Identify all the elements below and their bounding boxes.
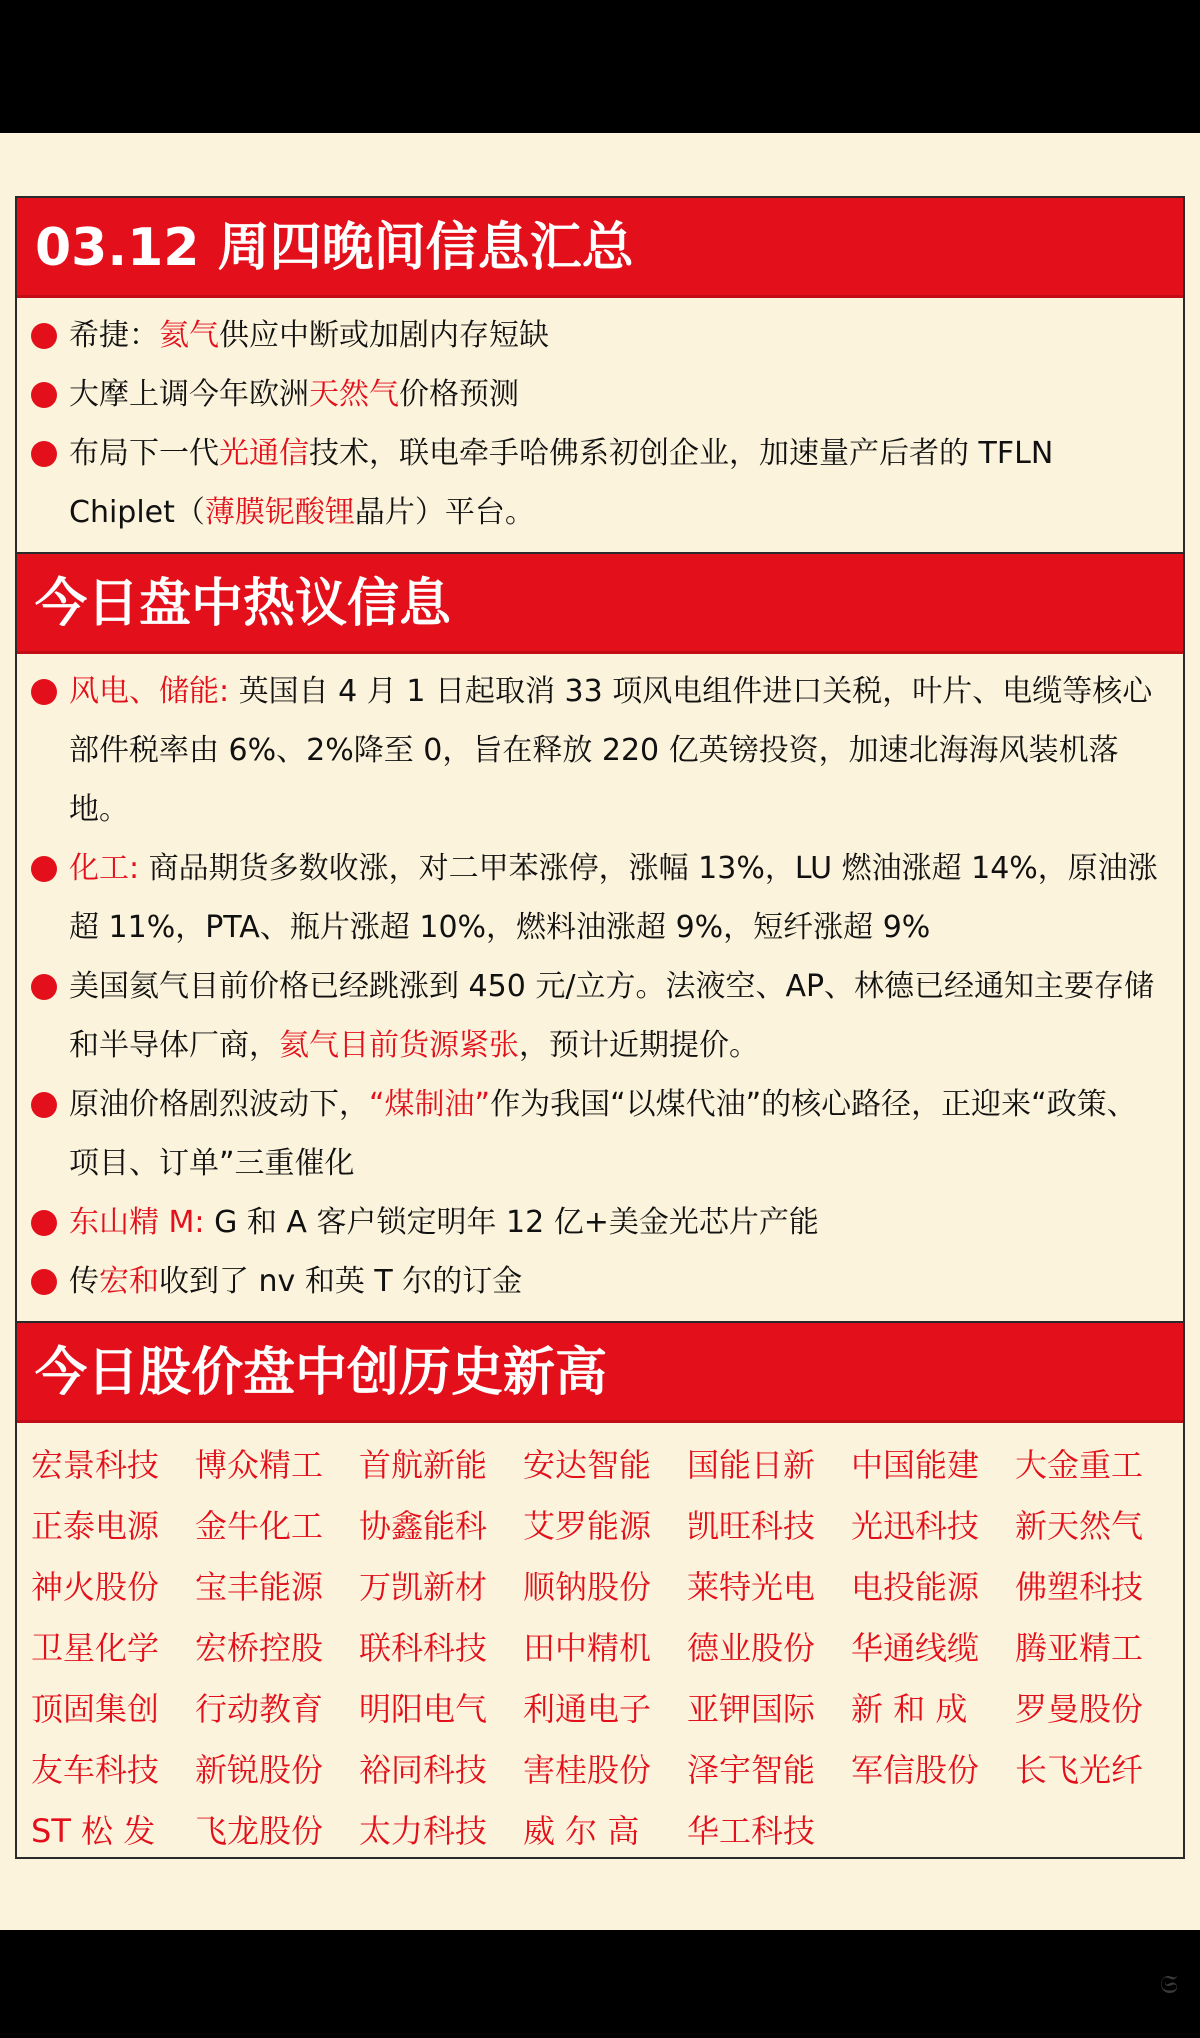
bullet-dot-icon [31, 974, 57, 1000]
item-text: 晶片）平台。 [354, 495, 535, 530]
highlight-text: 东山精 M: [69, 1205, 205, 1240]
item-text: 布局下一代 [69, 436, 219, 471]
list-item [31, 1252, 1165, 1311]
stock-name: 莱特光电 [687, 1568, 816, 1606]
section-title: 今日盘中热议信息 [35, 574, 452, 634]
item-text: 原油价格剧烈波动下， [69, 1087, 369, 1122]
list-item [31, 839, 1165, 957]
bullet-dot-icon [31, 441, 57, 467]
hot-topics-list [17, 654, 1183, 1321]
stock-name: 金牛化工 [195, 1507, 324, 1545]
list-item [31, 1075, 1165, 1193]
highlight-text: 薄膜铌酸锂 [204, 495, 355, 530]
stock-name: 裕同科技 [359, 1751, 488, 1789]
stock-name: 安达智能 [523, 1446, 652, 1484]
list-item [31, 957, 1165, 1075]
list-item [31, 365, 1165, 424]
stock-name: 大金重工 [1015, 1446, 1144, 1484]
bullet-dot-icon [31, 1269, 57, 1295]
item-text: 传 [69, 1264, 99, 1299]
stock-name: 卫星化学 [31, 1629, 160, 1667]
section-header-new-highs [17, 1321, 1183, 1423]
stock-name: 顺钠股份 [523, 1568, 652, 1606]
stock-name: 长飞光纤 [1015, 1751, 1144, 1789]
new-high-stock-grid [17, 1423, 1183, 1859]
item-text: 美国氦气目前价格已经跳涨到 450 元/立方。法液空、AP、林德已经通知主要存储和半导体厂商， [69, 969, 1155, 1063]
stock-name: 太力科技 [359, 1812, 488, 1850]
highlight-text: 氦气目前货源紧张 [279, 1028, 519, 1063]
stock-name: 华工科技 [687, 1812, 816, 1850]
item-text: 收到了 nv 和英 T 尔的订金 [159, 1264, 523, 1299]
highlight-text: 光通信 [219, 436, 309, 471]
stock-name: 友车科技 [31, 1751, 160, 1789]
highlight-text: 天然气 [309, 377, 399, 412]
top-black-bar [0, 0, 1200, 133]
stock-name: 害桂股份 [523, 1751, 652, 1789]
stock-name: 罗曼股份 [1015, 1690, 1144, 1728]
stock-name: 佛塑科技 [1015, 1568, 1144, 1606]
stock-name: 神火股份 [31, 1568, 160, 1606]
stock-name: 华通线缆 [851, 1629, 980, 1667]
highlight-text: 氦气 [159, 318, 219, 353]
section-title: 03.12 周四晚间信息汇总 [35, 218, 634, 278]
section-title: 今日股价盘中创历史新高 [35, 1343, 608, 1403]
highlight-text: 宏和 [99, 1264, 159, 1299]
stock-name: 艾罗能源 [523, 1507, 652, 1545]
bullet-dot-icon [31, 1092, 57, 1118]
stock-name: 德业股份 [687, 1629, 816, 1667]
stock-name: 亚钾国际 [687, 1690, 816, 1728]
bullet-dot-icon [31, 382, 57, 408]
poster-page [0, 133, 1200, 1930]
stock-name: 电投能源 [851, 1568, 980, 1606]
list-item [31, 306, 1165, 365]
stock-name: 国能日新 [687, 1446, 816, 1484]
item-text: 价格预测 [399, 377, 519, 412]
news-card [15, 196, 1185, 1859]
stock-name: 联科科技 [359, 1629, 488, 1667]
item-text: ，预计近期提价。 [519, 1028, 759, 1063]
list-item [31, 1193, 1165, 1252]
section-header-evening-summary [17, 198, 1183, 298]
stock-name: 宏景科技 [31, 1446, 160, 1484]
stock-name: 博众精工 [195, 1446, 324, 1484]
section-header-hot-topics [17, 552, 1183, 654]
item-text: G 和 A 客户锁定明年 12 亿+美金光芯片产能 [204, 1205, 819, 1240]
item-text: 供应中断或加剧内存短缺 [219, 318, 549, 353]
stock-name: 正泰电源 [31, 1507, 160, 1545]
highlight-text: “煤制油” [369, 1087, 491, 1122]
highlight-text: 风电、储能: [69, 674, 230, 709]
stock-name: 万凯新材 [359, 1568, 488, 1606]
stock-name: 军信股份 [851, 1751, 980, 1789]
stock-name: 协鑫能科 [359, 1507, 488, 1545]
bullet-dot-icon [31, 679, 57, 705]
stock-name: 利通电子 [523, 1690, 652, 1728]
watermark-icon: 𝔖 [1159, 1970, 1178, 2000]
stock-name: 新天然气 [1015, 1507, 1144, 1545]
bottom-black-bar [0, 1930, 1200, 2038]
stock-name: 泽宇智能 [687, 1751, 816, 1789]
stock-name: 首航新能 [359, 1446, 488, 1484]
item-text: 技术，联电牵手哈佛系初创企业，加速量产后者的 TFLN Chiplet（ [69, 436, 1054, 530]
item-text: 希捷： [69, 318, 159, 353]
list-item [31, 662, 1165, 839]
list-item [31, 424, 1165, 542]
stock-name: 凯旺科技 [687, 1507, 816, 1545]
stock-name: 中国能建 [851, 1446, 980, 1484]
bullet-dot-icon [31, 856, 57, 882]
stock-name: ST 松 发 [31, 1812, 156, 1850]
stock-name: 光迅科技 [851, 1507, 980, 1545]
stock-name: 明阳电气 [359, 1690, 488, 1728]
stock-name: 行动教育 [195, 1690, 324, 1728]
stock-name: 宏桥控股 [195, 1629, 324, 1667]
item-text: 英国自 4 月 1 日起取消 33 项风电组件进口关税，叶片、电缆等核心部件税率由 6%、2%降至 0，旨在释放 220 亿英镑投资，加速北海海风装机落地。 [69, 674, 1153, 827]
stock-name: 飞龙股份 [195, 1812, 324, 1850]
stock-name: 腾亚精工 [1015, 1629, 1144, 1667]
stock-name: 新锐股份 [195, 1751, 324, 1789]
stock-name: 新 和 成 [851, 1690, 968, 1728]
stock-name: 顶固集创 [31, 1690, 160, 1728]
item-text: 大摩上调今年欧洲 [69, 377, 309, 412]
item-text: 商品期货多数收涨，对二甲苯涨停，涨幅 13%，LU 燃油涨超 14%，原油涨超 11%，PTA、瓶片涨超 10%，燃料油涨超 9%，短纤涨超 9% [69, 851, 1158, 945]
bullet-dot-icon [31, 1210, 57, 1236]
item-text: 作为我国“以煤代油”的核心路径，正迎来“政策、项目、订单”三重催化 [69, 1087, 1137, 1181]
highlight-text: 化工: [69, 851, 140, 886]
stock-name: 田中精机 [523, 1629, 652, 1667]
evening-summary-list [17, 298, 1183, 552]
stock-name: 威 尔 高 [523, 1812, 640, 1850]
bullet-dot-icon [31, 323, 57, 349]
stock-name: 宝丰能源 [195, 1568, 324, 1606]
